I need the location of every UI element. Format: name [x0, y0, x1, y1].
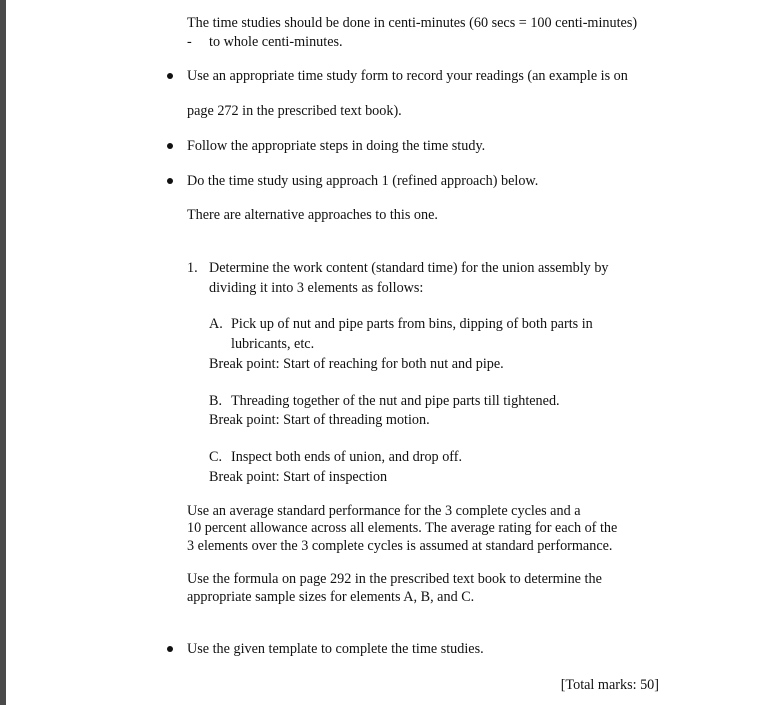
- bullet-3-line-1: Do the time study using approach 1 (refined approach) below.: [187, 173, 539, 189]
- intro-line-1: The time studies should be done in centi-minutes (60 secs = 100 centi-minutes): [187, 15, 638, 31]
- step-1-number: 1.: [187, 260, 198, 276]
- bullet-2-line-1: Follow the appropriate steps in doing the time study.: [187, 138, 486, 154]
- bullet-1-line-2: page 272 in the prescribed text book).: [187, 103, 402, 119]
- bullet-icon: [167, 143, 173, 149]
- bullet-icon: [167, 646, 173, 652]
- bullet-1-line-1: Use an appropriate time study form to record your readings (an example is on: [187, 68, 628, 84]
- formula-line-2: appropriate sample sizes for elements A, B, and C.: [187, 589, 475, 605]
- performance-line-3: 3 elements over the 3 complete cycles is assumed at standard performance.: [187, 538, 613, 554]
- last-bullet-text: Use the given template to complete the time studies.: [187, 641, 484, 657]
- element-c-letter: C.: [209, 449, 223, 465]
- total-marks: [Total marks: 50]: [560, 677, 659, 693]
- element-b-break-point: Break point: Start of threading motion.: [209, 412, 430, 428]
- performance-line-1: Use an average standard performance for the 3 complete cycles and a: [187, 503, 581, 519]
- bullet-icon: [167, 73, 173, 79]
- element-a-line-2: lubricants, etc.: [231, 336, 315, 352]
- element-a-letter: A.: [209, 316, 223, 332]
- step-1-line-1: Determine the work content (standard time) for the union assembly by: [209, 260, 609, 276]
- bullet-icon: [167, 178, 173, 184]
- element-c-break-point: Break point: Start of inspection: [209, 469, 388, 485]
- formula-line-1: Use the formula on page 292 in the prescribed text book to determine the: [187, 571, 602, 587]
- performance-line-2: 10 percent allowance across all elements. The average rating for each of the: [187, 520, 618, 536]
- element-a-line-1: Pick up of nut and pipe parts from bins, dipping of both parts in: [231, 316, 593, 332]
- element-b-line-1: Threading together of the nut and pipe parts till tightened.: [231, 393, 560, 409]
- element-c-line-1: Inspect both ends of union, and drop off.: [231, 449, 463, 465]
- intro-dash: -: [187, 34, 192, 50]
- step-1-line-2: dividing it into 3 elements as follows:: [209, 280, 424, 296]
- element-b-letter: B.: [209, 393, 223, 409]
- bullet-3-line-2: There are alternative approaches to this one.: [187, 207, 438, 223]
- page-left-edge: [0, 0, 6, 705]
- intro-line-2: to whole centi-minutes.: [209, 34, 343, 50]
- element-a-break-point: Break point: Start of reaching for both nut and pipe.: [209, 356, 504, 372]
